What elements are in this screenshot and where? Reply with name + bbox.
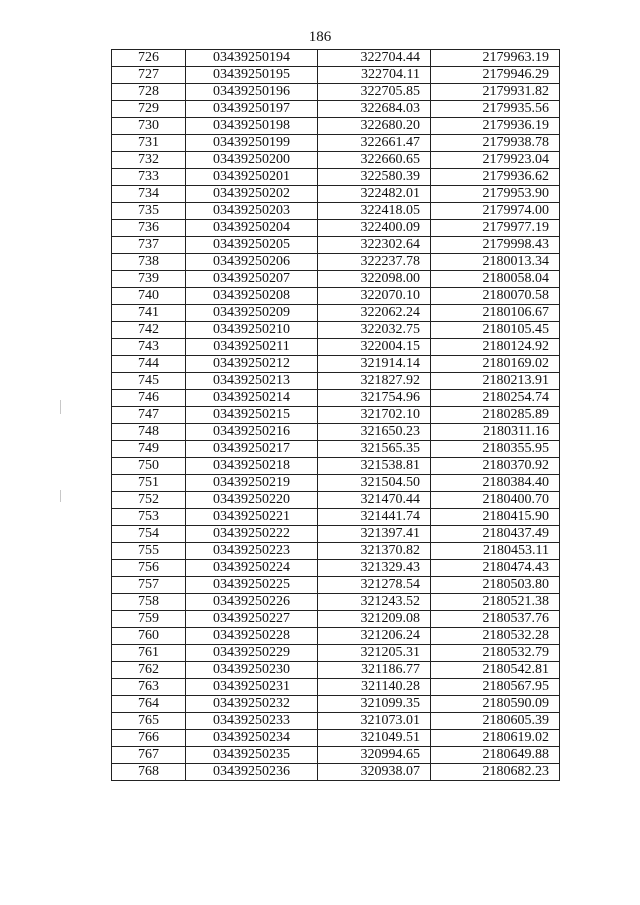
row-number-cell: 767 xyxy=(112,747,186,764)
y-coordinate-cell: 2180503.80 xyxy=(431,577,560,594)
x-coordinate-cell: 322482.01 xyxy=(318,186,431,203)
row-number-cell: 731 xyxy=(112,135,186,152)
row-number-cell: 765 xyxy=(112,713,186,730)
x-coordinate-cell: 322661.47 xyxy=(318,135,431,152)
cadastral-id-cell: 03439250231 xyxy=(186,679,318,696)
row-number-cell: 733 xyxy=(112,169,186,186)
y-coordinate-cell: 2180106.67 xyxy=(431,305,560,322)
x-coordinate-cell: 321209.08 xyxy=(318,611,431,628)
x-coordinate-cell: 321827.92 xyxy=(318,373,431,390)
table-row xyxy=(112,696,560,713)
table-row xyxy=(112,679,560,696)
y-coordinate-cell: 2179953.90 xyxy=(431,186,560,203)
y-coordinate-cell: 2179931.82 xyxy=(431,84,560,101)
y-coordinate-cell: 2180537.76 xyxy=(431,611,560,628)
cadastral-id-cell: 03439250202 xyxy=(186,186,318,203)
cadastral-id-cell: 03439250211 xyxy=(186,339,318,356)
cadastral-id-cell: 03439250236 xyxy=(186,764,318,781)
scan-mark xyxy=(60,490,61,502)
cadastral-id-cell: 03439250207 xyxy=(186,271,318,288)
table-row xyxy=(112,526,560,543)
cadastral-id-cell: 03439250218 xyxy=(186,458,318,475)
row-number-cell: 762 xyxy=(112,662,186,679)
x-coordinate-cell: 322032.75 xyxy=(318,322,431,339)
x-coordinate-cell: 321186.77 xyxy=(318,662,431,679)
table-row xyxy=(112,475,560,492)
y-coordinate-cell: 2180355.95 xyxy=(431,441,560,458)
y-coordinate-cell: 2180400.70 xyxy=(431,492,560,509)
cadastral-id-cell: 03439250224 xyxy=(186,560,318,577)
coordinates-table-wrapper xyxy=(111,49,560,781)
cadastral-id-cell: 03439250217 xyxy=(186,441,318,458)
table-body xyxy=(112,50,560,781)
x-coordinate-cell: 322704.44 xyxy=(318,50,431,67)
cadastral-id-cell: 03439250225 xyxy=(186,577,318,594)
x-coordinate-cell: 321441.74 xyxy=(318,509,431,526)
x-coordinate-cell: 322684.03 xyxy=(318,101,431,118)
row-number-cell: 751 xyxy=(112,475,186,492)
x-coordinate-cell: 321049.51 xyxy=(318,730,431,747)
x-coordinate-cell: 322580.39 xyxy=(318,169,431,186)
x-coordinate-cell: 321914.14 xyxy=(318,356,431,373)
y-coordinate-cell: 2180415.90 xyxy=(431,509,560,526)
y-coordinate-cell: 2179935.56 xyxy=(431,101,560,118)
y-coordinate-cell: 2180474.43 xyxy=(431,560,560,577)
cadastral-id-cell: 03439250205 xyxy=(186,237,318,254)
cadastral-id-cell: 03439250206 xyxy=(186,254,318,271)
y-coordinate-cell: 2180124.92 xyxy=(431,339,560,356)
row-number-cell: 735 xyxy=(112,203,186,220)
cadastral-id-cell: 03439250203 xyxy=(186,203,318,220)
cadastral-id-cell: 03439250198 xyxy=(186,118,318,135)
table-row xyxy=(112,730,560,747)
x-coordinate-cell: 321754.96 xyxy=(318,390,431,407)
y-coordinate-cell: 2180532.79 xyxy=(431,645,560,662)
row-number-cell: 753 xyxy=(112,509,186,526)
row-number-cell: 766 xyxy=(112,730,186,747)
x-coordinate-cell: 321205.31 xyxy=(318,645,431,662)
y-coordinate-cell: 2180542.81 xyxy=(431,662,560,679)
cadastral-id-cell: 03439250196 xyxy=(186,84,318,101)
table-row xyxy=(112,577,560,594)
table-row xyxy=(112,339,560,356)
row-number-cell: 738 xyxy=(112,254,186,271)
row-number-cell: 743 xyxy=(112,339,186,356)
row-number-cell: 744 xyxy=(112,356,186,373)
row-number-cell: 727 xyxy=(112,67,186,84)
table-row xyxy=(112,67,560,84)
y-coordinate-cell: 2180453.11 xyxy=(431,543,560,560)
table-row xyxy=(112,118,560,135)
y-coordinate-cell: 2180070.58 xyxy=(431,288,560,305)
x-coordinate-cell: 320938.07 xyxy=(318,764,431,781)
x-coordinate-cell: 321702.10 xyxy=(318,407,431,424)
x-coordinate-cell: 321470.44 xyxy=(318,492,431,509)
y-coordinate-cell: 2180682.23 xyxy=(431,764,560,781)
x-coordinate-cell: 320994.65 xyxy=(318,747,431,764)
table-row xyxy=(112,322,560,339)
x-coordinate-cell: 321206.24 xyxy=(318,628,431,645)
table-row xyxy=(112,492,560,509)
row-number-cell: 734 xyxy=(112,186,186,203)
table-row xyxy=(112,424,560,441)
row-number-cell: 745 xyxy=(112,373,186,390)
table-row xyxy=(112,373,560,390)
table-row xyxy=(112,220,560,237)
row-number-cell: 729 xyxy=(112,101,186,118)
x-coordinate-cell: 322237.78 xyxy=(318,254,431,271)
table-row xyxy=(112,611,560,628)
table-row xyxy=(112,169,560,186)
y-coordinate-cell: 2180532.28 xyxy=(431,628,560,645)
table-row xyxy=(112,441,560,458)
row-number-cell: 736 xyxy=(112,220,186,237)
cadastral-id-cell: 03439250223 xyxy=(186,543,318,560)
table-row xyxy=(112,390,560,407)
cadastral-id-cell: 03439250221 xyxy=(186,509,318,526)
cadastral-id-cell: 03439250235 xyxy=(186,747,318,764)
cadastral-id-cell: 03439250199 xyxy=(186,135,318,152)
table-row xyxy=(112,135,560,152)
cadastral-id-cell: 03439250229 xyxy=(186,645,318,662)
x-coordinate-cell: 322418.05 xyxy=(318,203,431,220)
y-coordinate-cell: 2180619.02 xyxy=(431,730,560,747)
y-coordinate-cell: 2180384.40 xyxy=(431,475,560,492)
cadastral-id-cell: 03439250208 xyxy=(186,288,318,305)
table-row xyxy=(112,713,560,730)
y-coordinate-cell: 2179936.62 xyxy=(431,169,560,186)
table-row xyxy=(112,288,560,305)
x-coordinate-cell: 321370.82 xyxy=(318,543,431,560)
cadastral-id-cell: 03439250210 xyxy=(186,322,318,339)
table-row xyxy=(112,305,560,322)
row-number-cell: 768 xyxy=(112,764,186,781)
cadastral-id-cell: 03439250219 xyxy=(186,475,318,492)
row-number-cell: 752 xyxy=(112,492,186,509)
cadastral-id-cell: 03439250200 xyxy=(186,152,318,169)
row-number-cell: 728 xyxy=(112,84,186,101)
row-number-cell: 761 xyxy=(112,645,186,662)
table-row xyxy=(112,594,560,611)
cadastral-id-cell: 03439250195 xyxy=(186,67,318,84)
table-row xyxy=(112,407,560,424)
x-coordinate-cell: 322400.09 xyxy=(318,220,431,237)
y-coordinate-cell: 2180649.88 xyxy=(431,747,560,764)
y-coordinate-cell: 2180567.95 xyxy=(431,679,560,696)
y-coordinate-cell: 2179923.04 xyxy=(431,152,560,169)
table-row xyxy=(112,152,560,169)
table-row xyxy=(112,271,560,288)
row-number-cell: 739 xyxy=(112,271,186,288)
y-coordinate-cell: 2180370.92 xyxy=(431,458,560,475)
cadastral-id-cell: 03439250222 xyxy=(186,526,318,543)
row-number-cell: 764 xyxy=(112,696,186,713)
x-coordinate-cell: 321099.35 xyxy=(318,696,431,713)
cadastral-id-cell: 03439250215 xyxy=(186,407,318,424)
y-coordinate-cell: 2180605.39 xyxy=(431,713,560,730)
x-coordinate-cell: 321538.81 xyxy=(318,458,431,475)
row-number-cell: 754 xyxy=(112,526,186,543)
y-coordinate-cell: 2179977.19 xyxy=(431,220,560,237)
table-row xyxy=(112,203,560,220)
row-number-cell: 759 xyxy=(112,611,186,628)
row-number-cell: 760 xyxy=(112,628,186,645)
y-coordinate-cell: 2180213.91 xyxy=(431,373,560,390)
x-coordinate-cell: 322302.64 xyxy=(318,237,431,254)
table-row xyxy=(112,628,560,645)
y-coordinate-cell: 2180590.09 xyxy=(431,696,560,713)
cadastral-id-cell: 03439250226 xyxy=(186,594,318,611)
x-coordinate-cell: 321243.52 xyxy=(318,594,431,611)
y-coordinate-cell: 2180311.16 xyxy=(431,424,560,441)
table-row xyxy=(112,237,560,254)
cadastral-id-cell: 03439250204 xyxy=(186,220,318,237)
row-number-cell: 742 xyxy=(112,322,186,339)
y-coordinate-cell: 2179963.19 xyxy=(431,50,560,67)
y-coordinate-cell: 2180013.34 xyxy=(431,254,560,271)
row-number-cell: 732 xyxy=(112,152,186,169)
cadastral-id-cell: 03439250230 xyxy=(186,662,318,679)
y-coordinate-cell: 2179946.29 xyxy=(431,67,560,84)
row-number-cell: 750 xyxy=(112,458,186,475)
x-coordinate-cell: 322062.24 xyxy=(318,305,431,322)
row-number-cell: 763 xyxy=(112,679,186,696)
cadastral-id-cell: 03439250227 xyxy=(186,611,318,628)
row-number-cell: 741 xyxy=(112,305,186,322)
cadastral-id-cell: 03439250214 xyxy=(186,390,318,407)
row-number-cell: 749 xyxy=(112,441,186,458)
cadastral-id-cell: 03439250194 xyxy=(186,50,318,67)
table-row xyxy=(112,662,560,679)
cadastral-id-cell: 03439250209 xyxy=(186,305,318,322)
y-coordinate-cell: 2180254.74 xyxy=(431,390,560,407)
table-row xyxy=(112,458,560,475)
y-coordinate-cell: 2180105.45 xyxy=(431,322,560,339)
y-coordinate-cell: 2180169.02 xyxy=(431,356,560,373)
row-number-cell: 746 xyxy=(112,390,186,407)
row-number-cell: 737 xyxy=(112,237,186,254)
x-coordinate-cell: 321565.35 xyxy=(318,441,431,458)
x-coordinate-cell: 321140.28 xyxy=(318,679,431,696)
table-row xyxy=(112,186,560,203)
table-row xyxy=(112,645,560,662)
row-number-cell: 756 xyxy=(112,560,186,577)
x-coordinate-cell: 322098.00 xyxy=(318,271,431,288)
row-number-cell: 726 xyxy=(112,50,186,67)
coordinates-table xyxy=(111,49,560,781)
x-coordinate-cell: 322704.11 xyxy=(318,67,431,84)
scan-mark xyxy=(60,400,61,414)
cadastral-id-cell: 03439250201 xyxy=(186,169,318,186)
cadastral-id-cell: 03439250216 xyxy=(186,424,318,441)
y-coordinate-cell: 2179936.19 xyxy=(431,118,560,135)
cadastral-id-cell: 03439250228 xyxy=(186,628,318,645)
cadastral-id-cell: 03439250213 xyxy=(186,373,318,390)
row-number-cell: 748 xyxy=(112,424,186,441)
table-row xyxy=(112,747,560,764)
cadastral-id-cell: 03439250234 xyxy=(186,730,318,747)
table-row xyxy=(112,254,560,271)
y-coordinate-cell: 2180521.38 xyxy=(431,594,560,611)
table-row xyxy=(112,543,560,560)
y-coordinate-cell: 2180058.04 xyxy=(431,271,560,288)
cadastral-id-cell: 03439250212 xyxy=(186,356,318,373)
cadastral-id-cell: 03439250220 xyxy=(186,492,318,509)
y-coordinate-cell: 2180437.49 xyxy=(431,526,560,543)
x-coordinate-cell: 322004.15 xyxy=(318,339,431,356)
x-coordinate-cell: 322705.85 xyxy=(318,84,431,101)
row-number-cell: 758 xyxy=(112,594,186,611)
table-row xyxy=(112,509,560,526)
x-coordinate-cell: 321329.43 xyxy=(318,560,431,577)
table-row xyxy=(112,50,560,67)
x-coordinate-cell: 321073.01 xyxy=(318,713,431,730)
table-row xyxy=(112,356,560,373)
y-coordinate-cell: 2179998.43 xyxy=(431,237,560,254)
cadastral-id-cell: 03439250233 xyxy=(186,713,318,730)
page-number: 186 xyxy=(308,29,332,45)
row-number-cell: 755 xyxy=(112,543,186,560)
x-coordinate-cell: 322070.10 xyxy=(318,288,431,305)
x-coordinate-cell: 321504.50 xyxy=(318,475,431,492)
row-number-cell: 757 xyxy=(112,577,186,594)
table-row xyxy=(112,764,560,781)
table-row xyxy=(112,560,560,577)
table-row xyxy=(112,101,560,118)
row-number-cell: 747 xyxy=(112,407,186,424)
x-coordinate-cell: 322660.65 xyxy=(318,152,431,169)
y-coordinate-cell: 2179938.78 xyxy=(431,135,560,152)
x-coordinate-cell: 321397.41 xyxy=(318,526,431,543)
x-coordinate-cell: 321278.54 xyxy=(318,577,431,594)
cadastral-id-cell: 03439250232 xyxy=(186,696,318,713)
x-coordinate-cell: 322680.20 xyxy=(318,118,431,135)
y-coordinate-cell: 2180285.89 xyxy=(431,407,560,424)
row-number-cell: 730 xyxy=(112,118,186,135)
y-coordinate-cell: 2179974.00 xyxy=(431,203,560,220)
x-coordinate-cell: 321650.23 xyxy=(318,424,431,441)
cadastral-id-cell: 03439250197 xyxy=(186,101,318,118)
table-row xyxy=(112,84,560,101)
row-number-cell: 740 xyxy=(112,288,186,305)
